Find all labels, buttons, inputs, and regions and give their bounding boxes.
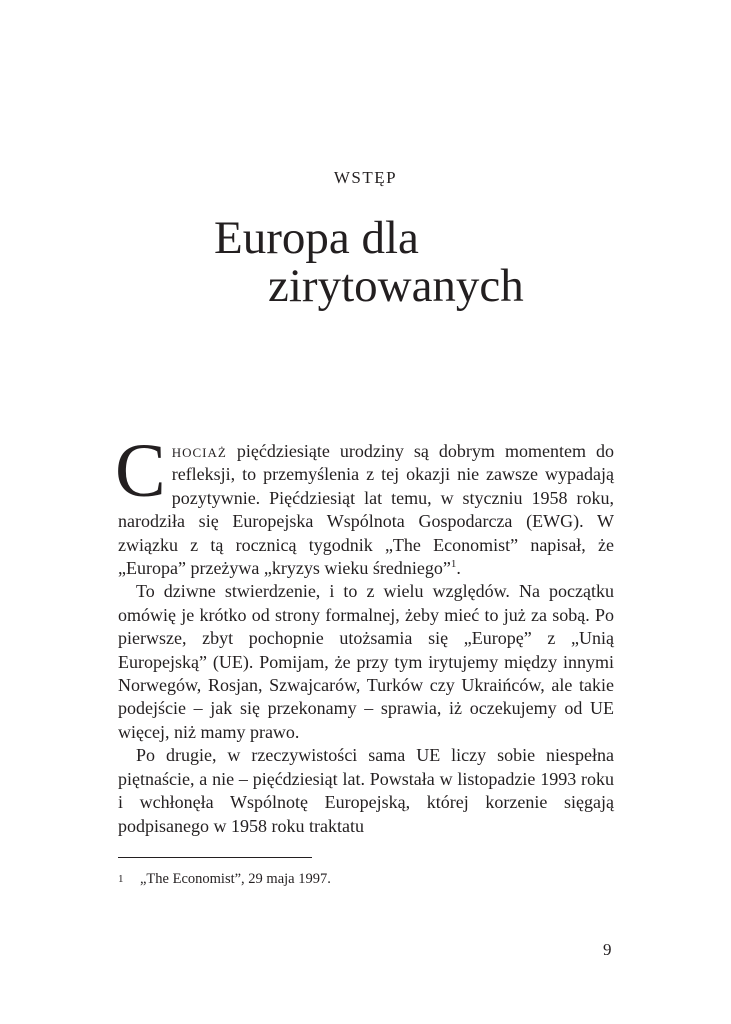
footnote-text: „The Economist”, 29 maja 1997.: [140, 871, 331, 887]
footnote-divider: [118, 857, 312, 858]
footnote-reference: 1: [450, 558, 457, 571]
paragraph-3: Po drugie, w rzeczywistości sama UE liczy sobie niespełna piętnaście, a nie – pięćdziesiąt lat. Powstała w listopadzie 1993 roku i wchłonęła Wspólnotę Europejską, której korzenie sięgają podpisanego w 1958 roku traktatu: [118, 745, 614, 836]
footnote-number: 1: [118, 873, 124, 885]
drop-cap: C: [115, 429, 166, 513]
body-text: [115, 429, 614, 838]
paragraph-2: To dziwne stwierdzenie, i to z wielu względów. Na początku omówię je krótko od strony formalnej, żeby mieć to już za sobą. Po pierwsze, zbyt pochopnie utożsamia się „Europę” z „Unią Europejską” (UE). Pomijam, że przy tym irytujemy między innymi Norwegów, Rosjan, Szwajcarów, Turków czy Ukraińców, ale takie podejście – jak się przekonamy – sprawia, iż oczekujemy od UE więcej, niż mamy prawo.: [118, 581, 614, 742]
footnote: [118, 870, 331, 888]
chapter-title-line-1: Europa dla: [214, 212, 419, 264]
paragraph-1-end: .: [456, 558, 461, 579]
paragraph-1-text: pięćdziesiąte urodziny są dobrym momentem do refleksji, to przemyślenia z tej okazji nie zawsze wypadają pozytywnie. Pięćdziesiąt lat temu, w styczniu 1958 roku, narodziła się Europejska Wspólnota Gospodarcza (EWG). W związku z tą rocznicą tygodnik „The Economist” napisał, że „Europa” przeżywa „kryzys wieku średniego”: [118, 441, 614, 579]
section-label: WSTĘP: [333, 168, 398, 187]
paragraph-1: [115, 429, 614, 580]
chapter-title-line-2: zirytowanych: [268, 260, 524, 312]
opening-word: hociaż: [171, 441, 227, 461]
page-number: 9: [603, 940, 612, 959]
